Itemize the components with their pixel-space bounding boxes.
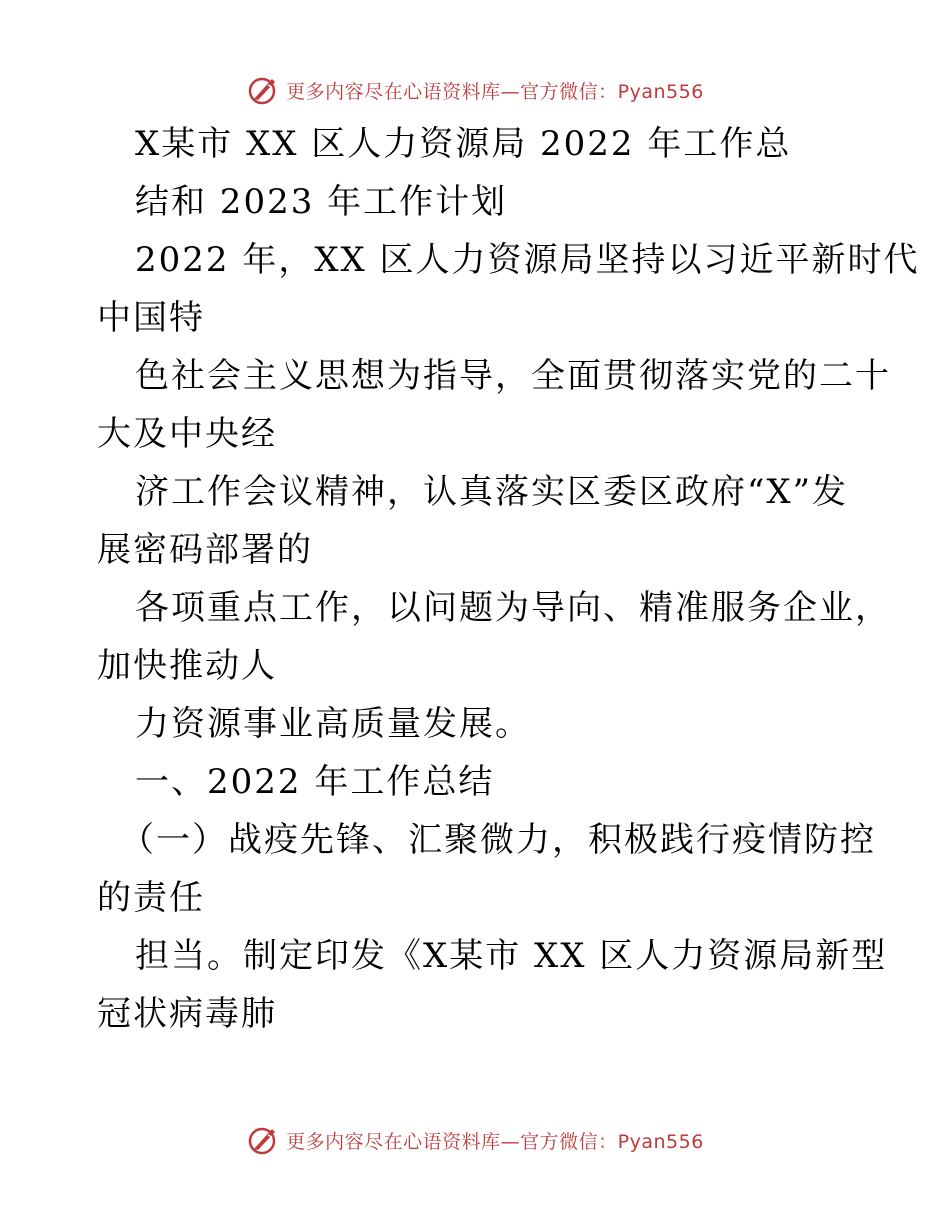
header-watermark xyxy=(0,70,950,110)
text-line: 加快推动人 xyxy=(97,646,277,686)
text-line: 大及中央经 xyxy=(97,414,277,454)
text-line: 色社会主义思想为指导，全面贯彻落实党的二十 xyxy=(135,356,891,396)
text-line: 力资源事业高质量发展。 xyxy=(135,704,531,744)
text-line: 2022 年，XX 区人力资源局坚持以习近平新时代 xyxy=(135,240,920,280)
text-line: 冠状病毒肺 xyxy=(97,994,277,1034)
section-heading: 一、2022 年工作总结 xyxy=(135,762,495,802)
footer-watermark xyxy=(0,1120,950,1160)
text-line: 济工作会议精神，认真落实区委区政府“X”发 xyxy=(135,472,848,512)
subsection-heading: （一）战疫先锋、汇聚微力，积极践行疫情防控 xyxy=(120,820,876,860)
text-line: 结和 2023 年工作计划 xyxy=(135,182,508,222)
quill-pen-icon xyxy=(246,1123,280,1157)
text-line: 展密码部署的 xyxy=(97,530,313,570)
text-line: 各项重点工作，以问题为导向、精准服务企业， xyxy=(135,588,891,628)
text-line: 担当。制定印发《X某市 XX 区人力资源局新型 xyxy=(135,936,888,976)
text-line: 中国特 xyxy=(97,298,205,338)
watermark-text: 更多内容尽在心语资料库—官方微信：Pyan556 xyxy=(286,1130,704,1153)
text-line: 的责任 xyxy=(97,878,205,918)
text-line: X某市 XX 区人力资源局 2022 年工作总 xyxy=(135,124,792,164)
watermark-text: 更多内容尽在心语资料库—官方微信：Pyan556 xyxy=(286,80,704,103)
quill-pen-icon xyxy=(246,73,280,107)
